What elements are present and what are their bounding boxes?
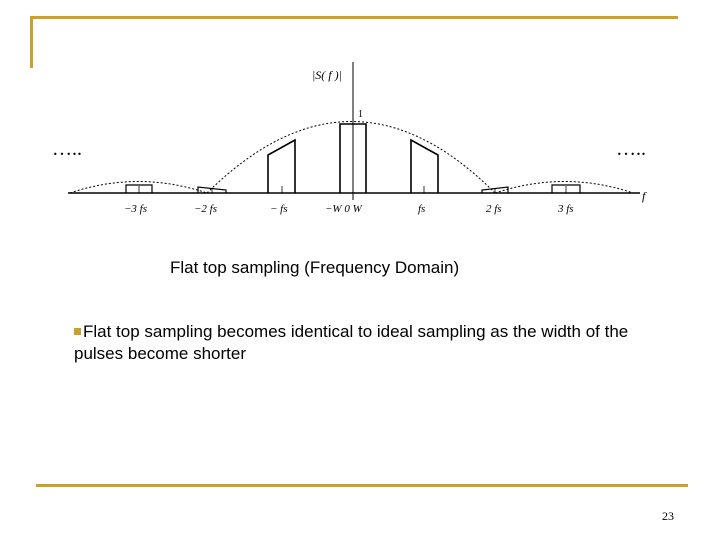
tick-label-center-w: −W 0 W [325,203,362,215]
peak-label: 1 [358,109,363,120]
tick-label-minus3fs: −3 fs [124,203,148,215]
spectral-copy-minus1 [268,140,295,193]
tick-label-plus1fs: fs [418,203,426,215]
tick-label-plus3fs: 3 fs [558,203,574,215]
spectral-copy-plus1 [411,140,438,193]
tick-label-plus2fs: 2 fs [486,203,502,215]
decorative-bottom-rule [36,484,688,487]
sinc-envelope-main-lobe [207,122,495,194]
page-number: 23 [662,509,674,523]
frequency-spectrum-figure [0,0,720,240]
tick-label-minus2fs: −2 fs [194,203,218,215]
sinc-envelope-right-sidelobe [495,182,633,194]
ellipsis-left: ….. [52,138,82,160]
ellipsis-right: ….. [616,138,646,160]
figure-caption: Flat top sampling (Frequency Domain) [170,258,460,277]
bullet-square-icon [74,328,81,335]
bullet-text: Flat top sampling becomes identical to ideal sampling as the width of the pulses become shorter [74,322,629,363]
y-axis-label: |S( f )| [312,68,342,82]
x-axis-label: f [642,189,646,203]
tick-label-minus1fs: − fs [270,203,288,215]
sinc-envelope-left-sidelobe [70,182,207,194]
bullet-point [74,321,674,365]
